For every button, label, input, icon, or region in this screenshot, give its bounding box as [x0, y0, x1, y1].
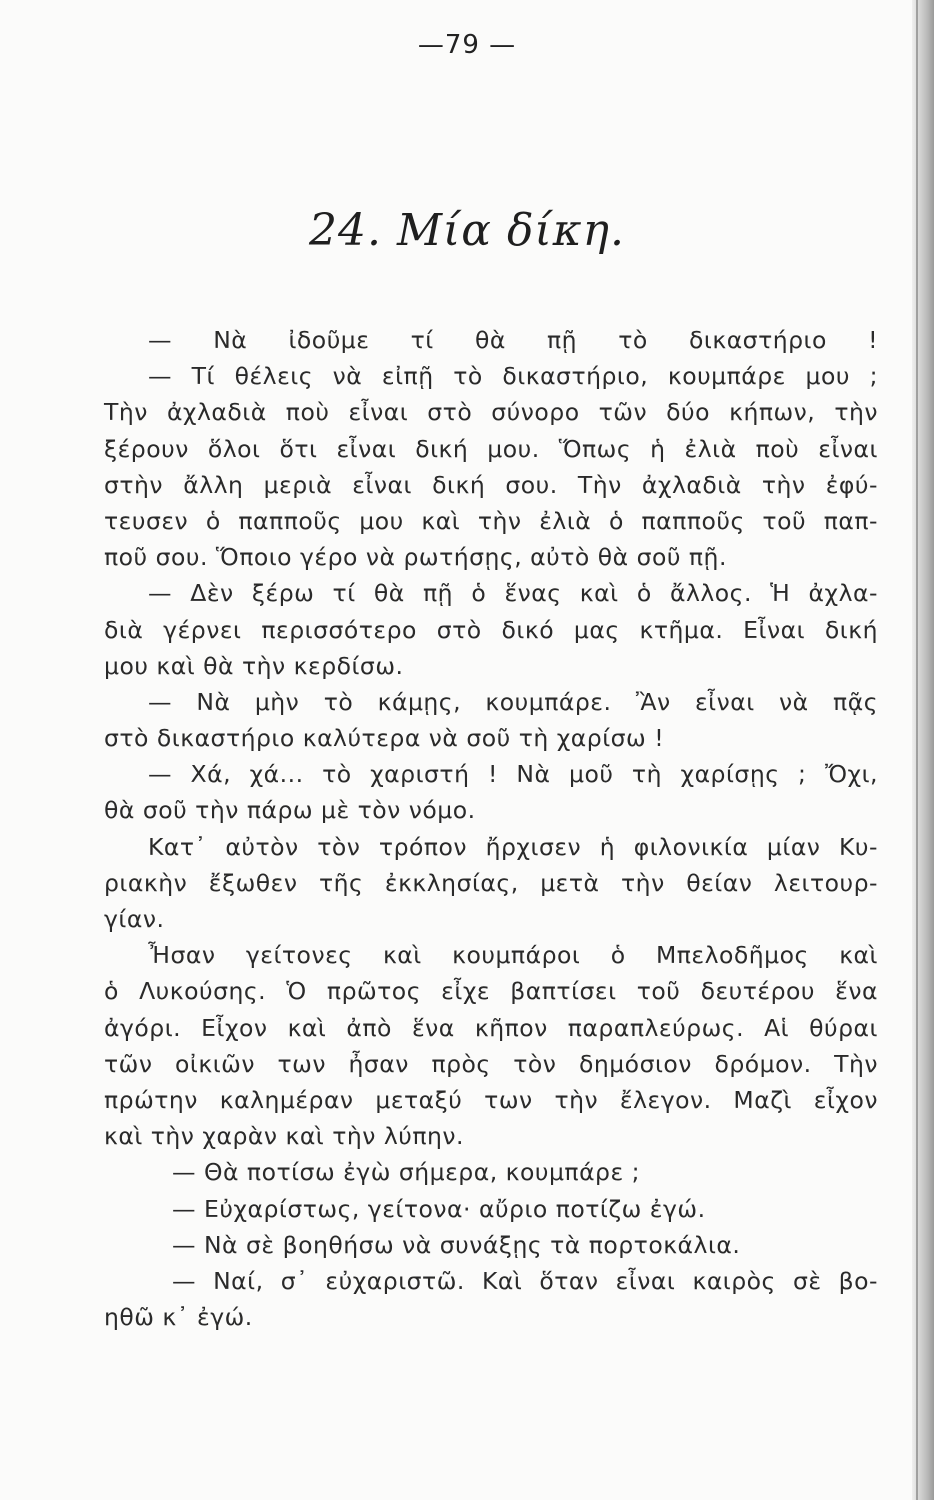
text-line: διὰ γέρνει περισσότερο στὸ δικό μας κτῆμα. Εἶναι δική: [104, 615, 878, 644]
text-line: Τὴν ἀχλαδιὰ ποὺ εἶναι στὸ σύνορο τῶν δύο κήπων, τὴν: [104, 398, 878, 427]
text-line: ὁ Λυκούσης. Ὁ πρῶτος εἶχε βαπτίσει τοῦ δευτέρου ἕνα: [104, 977, 878, 1006]
text-line: θὰ σοῦ τὴν πάρω μὲ τὸν νόμο.: [104, 796, 476, 825]
text-line: τευσεν ὁ παπποῦς μου καὶ τὴν ἐλιὰ ὁ παπποῦς τοῦ παπ-: [104, 506, 878, 535]
text-line: — Νὰ μὴν τὸ κάμῃς, κουμπάρε. Ἂν εἶναι νὰ πᾷς: [148, 687, 878, 716]
text-line: μου καὶ θὰ τὴν κερδίσω.: [104, 651, 404, 680]
text-line: — Ναί, σ᾽ εὐχαριστῶ. Καὶ ὅταν εἶναι καιρὸς σὲ βο-: [172, 1266, 878, 1295]
text-line: Κατ᾽ αὐτὸν τὸν τρόπον ἤρχισεν ἡ φιλονικία μίαν Κυ-: [148, 832, 878, 861]
text-line: — Νὰ σὲ βοηθήσω νὰ συνάξῃς τὰ πορτοκάλια.: [172, 1230, 741, 1259]
text-line: — Εὐχαρίστως, γείτονα· αὔριο ποτίζω ἐγώ.: [172, 1194, 706, 1223]
text-line: — Δὲν ξέρω τί θὰ πῇ ὁ ἕνας καὶ ὁ ἄλλος. Ἡ ἀχλα-: [148, 579, 878, 608]
text-line: — Νὰ ἰδοῦμε τί θὰ πῇ τὸ δικαστήριο !: [148, 326, 878, 354]
text-line: στὸ δικαστήριο καλύτερα νὰ σοῦ τὴ χαρίσω !: [104, 724, 665, 753]
text-line: ποῦ σου. Ὅποιο γέρο νὰ ρωτήσῃς, αὐτὸ θὰ σοῦ πῇ.: [104, 543, 727, 572]
text-body: [104, 322, 878, 1335]
text-line: Ἦσαν γείτονες καὶ κουμπάροι ὁ Μπελοδῆμος καὶ: [148, 941, 878, 970]
text-line: — Θὰ ποτίσω ἐγὼ σήμερα, κουμπάρε ;: [172, 1158, 641, 1187]
page-number: —79 —: [417, 30, 517, 60]
text-line: ηθῶ κ᾽ ἐγώ.: [104, 1303, 253, 1332]
text-line: ριακὴν ἔξωθεν τῆς ἐκκλησίας, μετὰ τὴν θείαν λειτουρ-: [104, 868, 878, 897]
text-line: — Χά, χά... τὸ χαριστή ! Νὰ μοῦ τὴ χαρίσῃς ; Ὄχι,: [148, 760, 878, 789]
text-line: ἀγόρι. Εἶχον καὶ ἀπὸ ἕνα κῆπον παραπλεύρως. Αἱ θύραι: [104, 1013, 878, 1042]
text-line: πρώτην καλημέραν μεταξύ των τὴν ἔλεγον. Μαζὶ εἶχον: [104, 1085, 878, 1114]
text-line: ξέρουν ὅλοι ὅτι εἶναι δική μου. Ὅπως ἡ ἐλιὰ ποὺ εἶναι: [104, 434, 878, 463]
chapter-title: 24. Μία δίκη.: [309, 205, 625, 256]
text-line: στὴν ἄλλη μεριὰ εἶναι δική σου. Τὴν ἀχλαδιὰ τὴν ἐφύ-: [104, 470, 878, 499]
text-line: — Τί θέλεις νὰ εἰπῇ τὸ δικαστήριο, κουμπάρε μου ;: [148, 362, 878, 391]
text-line: καὶ τὴν χαρὰν καὶ τὴν λύπην.: [104, 1122, 465, 1151]
text-line: τῶν οἰκιῶν των ἦσαν πρὸς τὸν δημόσιον δρόμον. Τὴν: [104, 1049, 878, 1078]
page-edge-shadow: [912, 0, 934, 1500]
text-line: γίαν.: [104, 905, 165, 933]
